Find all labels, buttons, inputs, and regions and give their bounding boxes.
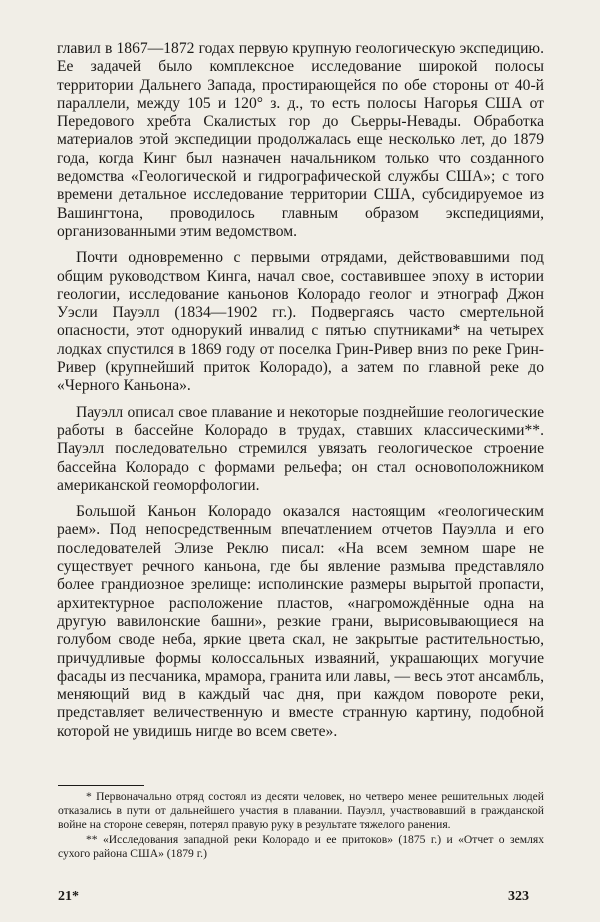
signature-mark: 21*	[58, 889, 79, 904]
footnote-divider	[58, 785, 144, 786]
footnote-1: * Первоначально отряд состоял из десяти человек, но четверо менее решительных людей отказались в пути от дальнейшего участия в плавании. Пауэлл, участвовавший в гражданской войне на стороне северян, потерял правую руку в результате тяжелого ранения.	[58, 790, 544, 832]
footnote-2: ** «Исследования западной реки Колорадо и ее притоков» (1875 г.) и «Отчет о землях сухого района США» (1879 г.)	[58, 832, 544, 860]
paragraph-2: Почти одновременно с первыми отрядами, действовавшими под общим руководством Кинга, начал свое, составившее эпоху в истории геологии, исследование каньонов Колорадо геолог и этнограф Джон Уэсли Пауэлл (1834—1902 гг.). Подвергаясь часто смертельной опасности, этот однорукий инвалид с пятью спутниками* на четырех лодках спустился в 1869 году от поселка Грин-Ривер вниз по реке Грин-Ривер (крупнейший приток Колорадо), а затем по главной реке до «Черного Каньона».	[57, 249, 544, 395]
paragraph-4: Большой Каньон Колорадо оказался настоящим «геологическим раем». Под непосредственным впечатлением отчетов Пауэлла и его последователей Элизе Реклю писал: «На всем земном шаре не существует речного каньона, где бы явление размыва представляло более грандиозное зрелище: исполинские размеры вырытой пропасти, архитектурное расположение пластов, «нагромождённые одна на другую вавилонские башни», резкие грани, вырисовывающиеся на голубом своде неба, яркие цвета скал, не закрытые растительностью, причудливые формы колоссальных изваяний, украшающих могучие фасады из песчаника, мрамора, гранита или лавы, — весь этот ансамбль, меняющий вид в каждый час дня, при каждом повороте реки, представляет величественную и вместе странную картину, подобной которой не увидишь нигде во всем свете».	[57, 503, 544, 740]
page-number: 323	[508, 889, 529, 904]
main-text	[57, 40, 544, 741]
paragraph-1: главил в 1867—1872 годах первую крупную геологическую экспедицию. Ее задачей было комплексное исследование широкой полосы территории Дальнего Запада, простирающейся по обе стороны от 40-й параллели, между 105 и 120° з. д., то есть полосы Нагорья США от Передового хребта Скалистых гор до Сьерры-Невады. Обработка материалов этой экспедиции продолжалась еще несколько лет, до 1879 года, когда Кинг был назначен начальником только что созданного ведомства «Геологической и гидрографической службы США»; с того времени детальное исследование территории США, субсидируемое из Вашингтона, проводилось главным образом экспедициями, организованными этим ведомством.	[57, 40, 544, 240]
footnotes	[58, 790, 544, 861]
paragraph-3: Пауэлл описал свое плавание и некоторые позднейшие геологические работы в бассейне Колорадо в трудах, ставших классическими**. Пауэлл последовательно стремился увязать геологическое строение бассейна Колорадо с формами рельефа; он стал основоположником американской геоморфологии.	[57, 403, 544, 494]
